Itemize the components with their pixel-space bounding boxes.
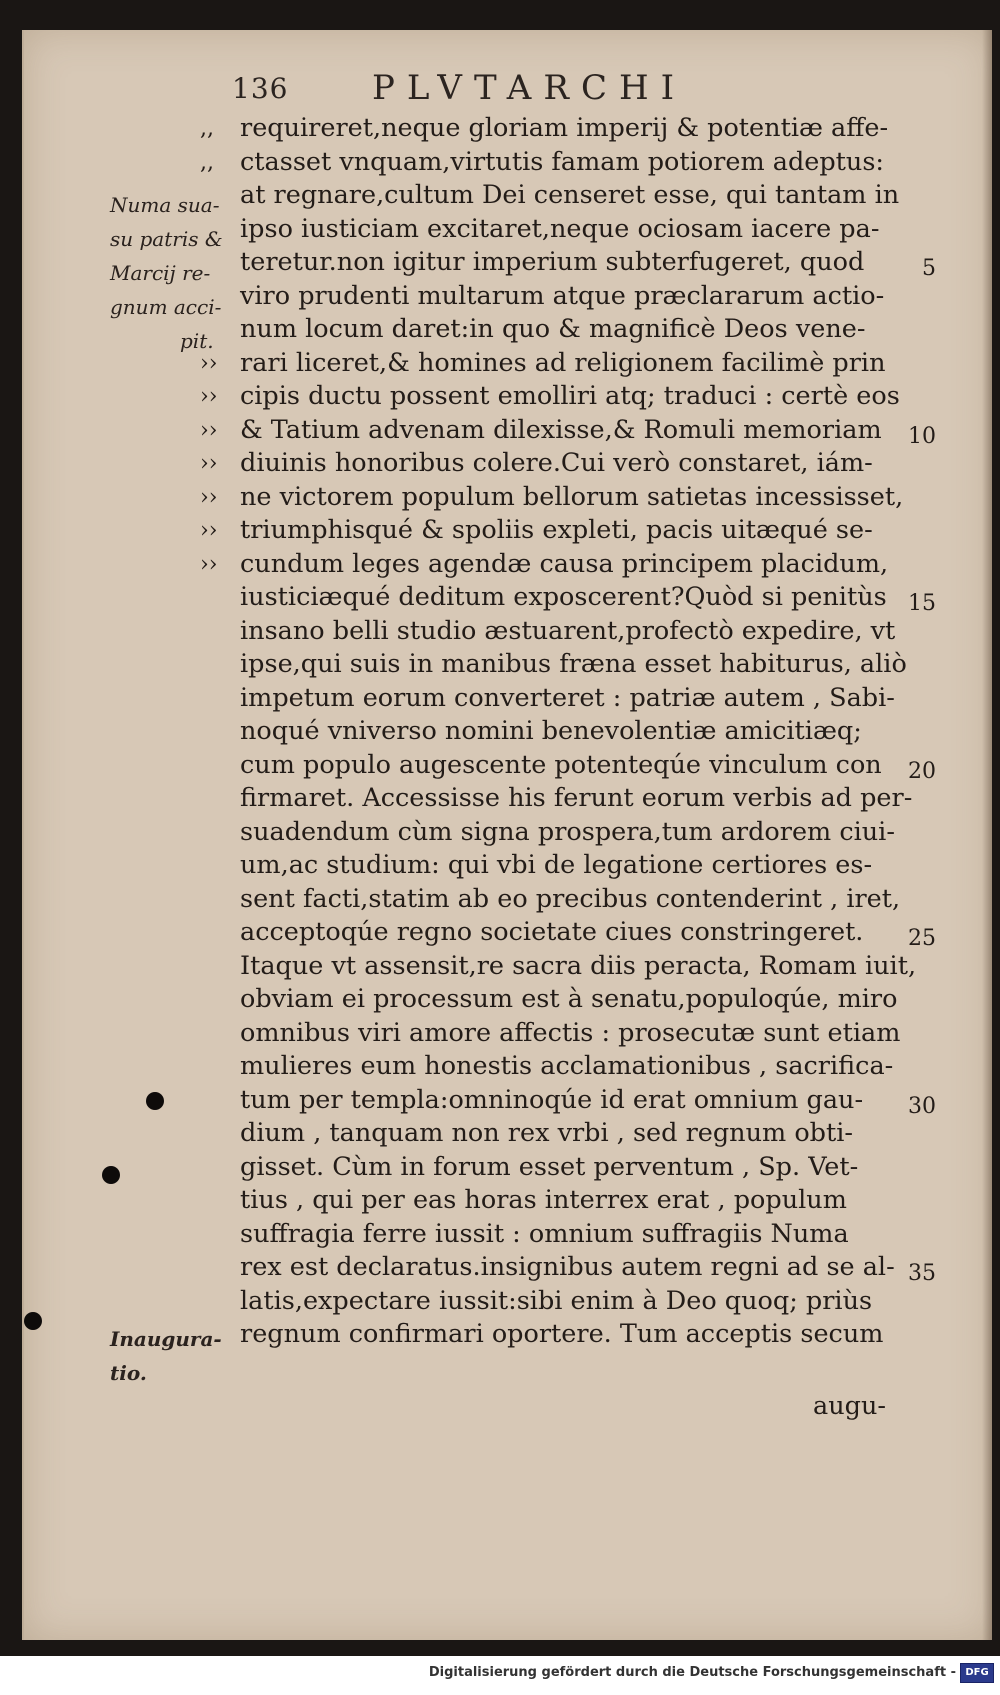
text-line-content: noqué vniverso nomini benevolentiæ amicitiæq; [240, 716, 862, 746]
text-line [240, 280, 900, 314]
text-line-content: obviam ei processum est à senatu,populoqúe, miro [240, 984, 898, 1014]
quote-mark: ,, [200, 116, 214, 141]
text-line [240, 749, 936, 784]
text-line-content: suffragia ferre iussit : omnium suffragiis Numa [240, 1218, 849, 1249]
text-line-content: regnum confirmari oportere. Tum acceptis secum [240, 1319, 884, 1349]
quote-mark: ›› [200, 518, 218, 543]
page-number: 136 [232, 72, 289, 105]
text-line [240, 1285, 900, 1319]
text-line-content: suadendum cùm signa prospera,tum ardorem ciui- [240, 816, 895, 847]
text-line-content: latis,expectare iussit:sibi enim à Deo quoq; priùs [240, 1285, 873, 1316]
line-number: 15 [908, 591, 936, 616]
text-line-content: iusticiæqué deditum exposcerent?Quòd si penitùs [240, 582, 887, 612]
quote-mark: ›› [200, 417, 218, 443]
text-line [240, 715, 900, 749]
text-line [200, 548, 900, 582]
text-line-content: sent facti,statim ab eo precibus contenderint , iret, [240, 883, 901, 914]
page-edge-shadow [982, 30, 992, 1640]
text-line [240, 883, 900, 917]
text-line [240, 179, 900, 213]
text-line-content: ne victorem populum bellorum satietas incessisset, [240, 481, 904, 512]
quote-mark: ›› [200, 350, 218, 376]
text-line-content: insano belli studio æstuarent,profectò expedire, vt [240, 615, 896, 646]
text-line [240, 246, 936, 281]
text-line [240, 816, 900, 850]
text-line [240, 782, 913, 816]
text-line-content: diuinis honoribus colere.Cui verò constaret, iám- [240, 448, 873, 478]
footer-credit: Digitalisierung gefördert durch die Deutsche Forschungsgemeinschaft - [428, 1665, 956, 1680]
line-number: 10 [908, 423, 936, 449]
text-line [200, 447, 900, 481]
text-line [240, 1117, 900, 1151]
marginal-note-line: Marcij re- [110, 261, 211, 285]
text-line-content: gisset. Cùm in forum esset perventum , Sp. Vet- [240, 1151, 859, 1182]
ink-dot [146, 1092, 164, 1110]
text-line-content: at regnare,cultum Dei censeret esse, qui tantam in [240, 180, 900, 210]
text-line [200, 380, 900, 414]
line-number: 5 [922, 256, 936, 281]
text-line-content: rari liceret,& homines ad religionem facilimè prin [240, 347, 886, 378]
text-line-content: triumphisqué & spoliis expleti, pacis uitæqué se- [240, 515, 873, 545]
text-line-content: rex est declaratus.insignibus autem regni ad se al- [240, 1252, 895, 1282]
line-number: 35 [908, 1261, 936, 1286]
text-line [240, 1184, 900, 1218]
text-line-content: ctasset vnquam,virtutis famam potiorem adeptus: [240, 146, 885, 177]
quote-mark: ›› [200, 451, 218, 476]
quote-mark: ›› [200, 384, 218, 409]
text-line [240, 1017, 900, 1051]
text-line [240, 648, 907, 682]
text-line-content: firmaret. Accessisse his ferunt eorum verbis ad per- [240, 783, 913, 813]
line-number: 30 [908, 1093, 936, 1119]
text-line-content: cum populo augescente potenteqúe vinculum con [240, 749, 882, 780]
text-line [240, 916, 936, 951]
text-line-content: impetum eorum converteret : patriæ autem , Sabi- [240, 682, 895, 713]
text-line-content: acceptoqúe regno societate ciues constringeret. [240, 917, 864, 947]
text-line [240, 1318, 900, 1352]
dfg-logo-icon: DFG [960, 1663, 994, 1683]
text-line [240, 213, 900, 247]
line-number: 20 [908, 758, 936, 784]
text-line [240, 849, 900, 883]
text-line-content: omnibus viri amore affectis : prosecutæ sunt etiam [240, 1017, 901, 1048]
text-line-content: ipse,qui suis in manibus fræna esset habiturus, aliò [240, 649, 907, 679]
text-line [240, 313, 900, 347]
text-line-content: num locum daret:in quo & magnificè Deos vene- [240, 314, 866, 344]
text-line [240, 1151, 900, 1185]
catchword: augu- [813, 1391, 886, 1421]
text-line-content: teretur.non igitur imperium subterfugeret, quod [240, 247, 865, 277]
ink-dot [102, 1166, 120, 1184]
text-line-content: ipso iusticiam excitaret,neque ociosam iacere pa- [240, 213, 880, 244]
text-line-content: tius , qui per eas horas interrex erat , populum [240, 1185, 847, 1215]
text-line [200, 112, 900, 146]
running-title: PLVTARCHI [372, 68, 687, 108]
page-header [232, 68, 752, 108]
text-line-content: Itaque vt assensit,re sacra diis peracta, Romam iuit, [240, 950, 917, 981]
quote-mark: ›› [200, 551, 218, 577]
text-line [200, 481, 904, 515]
line-number: 25 [908, 926, 936, 951]
text-line-content: viro prudenti multarum atque præclararum actio- [240, 280, 885, 311]
marginal-note-inauguratio [110, 1322, 230, 1390]
marginal-note-line: gnum acci- [110, 295, 222, 319]
marginal-note-numa [110, 188, 230, 358]
text-line [200, 514, 900, 548]
text-line [240, 1251, 936, 1286]
text-line-content: cundum leges agendæ causa principem placidum, [240, 548, 889, 579]
text-line [200, 347, 900, 381]
text-line [240, 615, 900, 649]
marginal-note-line: tio. [110, 1361, 147, 1385]
marginal-note-line: pit. [180, 329, 214, 353]
quote-mark: ,, [200, 149, 214, 175]
footer-bar [0, 1656, 1000, 1695]
text-line [240, 1218, 900, 1252]
text-line-content: um,ac studium: qui vbi de legatione certiores es- [240, 850, 873, 880]
marginal-note-line: Inaugura- [110, 1327, 222, 1351]
text-line [200, 414, 936, 449]
text-line-content: & Tatium advenam dilexisse,& Romuli memoriam [240, 414, 882, 445]
main-text [200, 112, 936, 1352]
text-line-content: dium , tanquam non rex vrbi , sed regnum obti- [240, 1118, 854, 1148]
text-line [240, 1084, 936, 1119]
marginal-note-line: Numa sua- [110, 193, 220, 217]
marginal-note-line: su patris & [110, 227, 223, 251]
text-line-content: requireret,neque gloriam imperij & potentiæ affe- [240, 113, 889, 143]
text-line [240, 581, 936, 616]
text-line-content: tum per templa:omninoqúe id erat omnium gau- [240, 1084, 864, 1115]
text-line [200, 146, 900, 180]
text-line [240, 1050, 900, 1084]
text-line [240, 983, 900, 1017]
ink-dot [24, 1312, 42, 1330]
quote-mark: ›› [200, 484, 218, 510]
text-line [240, 682, 900, 716]
text-line-content: mulieres eum honestis acclamationibus , sacrifica- [240, 1051, 894, 1081]
text-line-content: cipis ductu possent emolliri atq; traduci : certè eos [240, 381, 900, 411]
text-line [240, 950, 917, 984]
